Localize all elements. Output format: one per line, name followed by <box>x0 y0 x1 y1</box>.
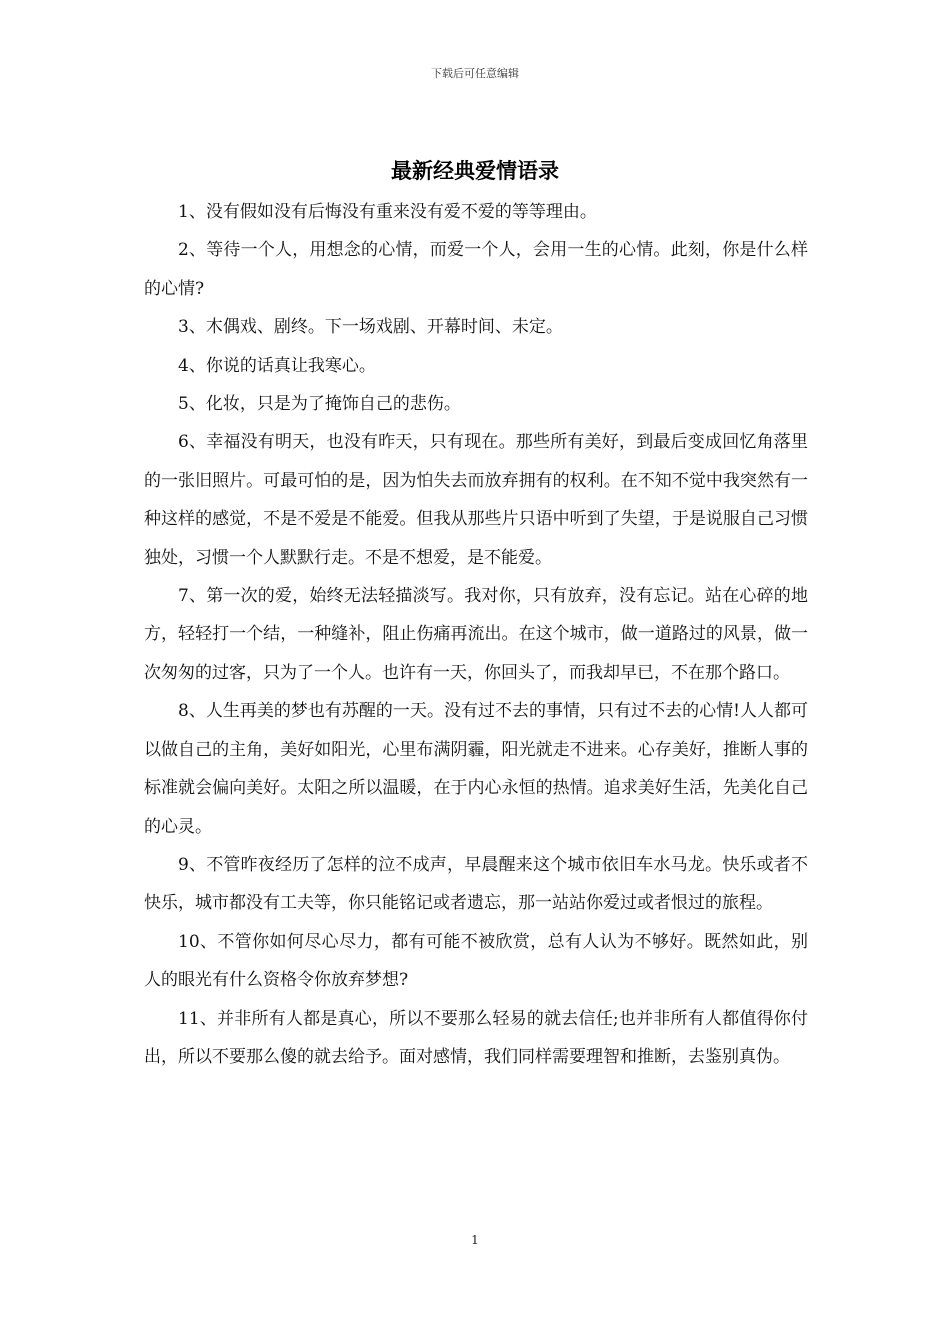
quote-paragraph-4: 4、你说的话真让我寒心。 <box>178 355 376 376</box>
page-header: 下载后可任意编辑 <box>431 67 519 80</box>
quote-paragraph-7: 7、第一次的爱，始终无法轻描淡写。我对你，只有放弃，没有忘记。站在心碎的地方，轻轻打一个结，一种缝补，阻止伤痛再流出。在这个城市，做一道路过的风景，做一次匆匆的过客，只为了一个人。也许有一天，你回头了，而我却早已，不在那个路口。 <box>144 586 808 683</box>
quote-paragraph-11: 11、并非所有人都是真心，所以不要那么轻易的就去信任;也并非所有人都值得你付出，所以不要那么傻的就去给予。面对感情，我们同样需要理智和推断，去鉴别真伪。 <box>144 1008 808 1067</box>
quote-paragraph-5: 5、化妆，只是为了掩饰自己的悲伤。 <box>178 394 461 415</box>
document-body <box>144 193 808 1076</box>
quote-paragraph-8: 8、人生再美的梦也有苏醒的一天。没有过不去的事情，只有过不去的心情!人人都可以做自己的主角，美好如阳光，心里布满阴霾，阳光就走不进来。心存美好，推断人事的标准就会偏向美好。太阳之所以温暖，在于内心永恒的热情。追求美好生活，先美化自己的心灵。 <box>144 701 808 837</box>
quote-paragraph-6: 6、幸福没有明天，也没有昨天，只有现在。那些所有美好，到最后变成回忆角落里的一张旧照片。可最可怕的是，因为怕失去而放弃拥有的权利。在不知不觉中我突然有一种这样的感觉，不是不爱是不能爱。但我从那些片只语中听到了失望，于是说服自己习惯独处，习惯一个人默默行走。不是不想爱，是不能爱。 <box>144 432 808 568</box>
quote-paragraph-1: 1、没有假如没有后悔没有重来没有爱不爱的等等理由。 <box>178 202 597 222</box>
quote-paragraph-2: 2、等待一个人，用想念的心情，而爱一个人，会用一生的心情。此刻，你是什么样的心情? <box>144 240 808 299</box>
document-title: 最新经典爱情语录 <box>391 158 559 183</box>
quote-paragraph-3: 3、木偶戏、剧终。下一场戏剧、开幕时间、未定。 <box>178 317 563 338</box>
quote-paragraph-10: 10、不管你如何尽心尽力，都有可能不被欣赏，总有人认为不够好。既然如此，别人的眼光有什么资格令你放弃梦想? <box>144 931 808 991</box>
page-number: 1 <box>471 1233 479 1247</box>
quote-paragraph-9: 9、不管昨夜经历了怎样的泣不成声，早晨醒来这个城市依旧车水马龙。快乐或者不快乐，城市都没有工夫等，你只能铭记或者遗忘，那一站站你爱过或者恨过的旅程。 <box>144 854 808 914</box>
